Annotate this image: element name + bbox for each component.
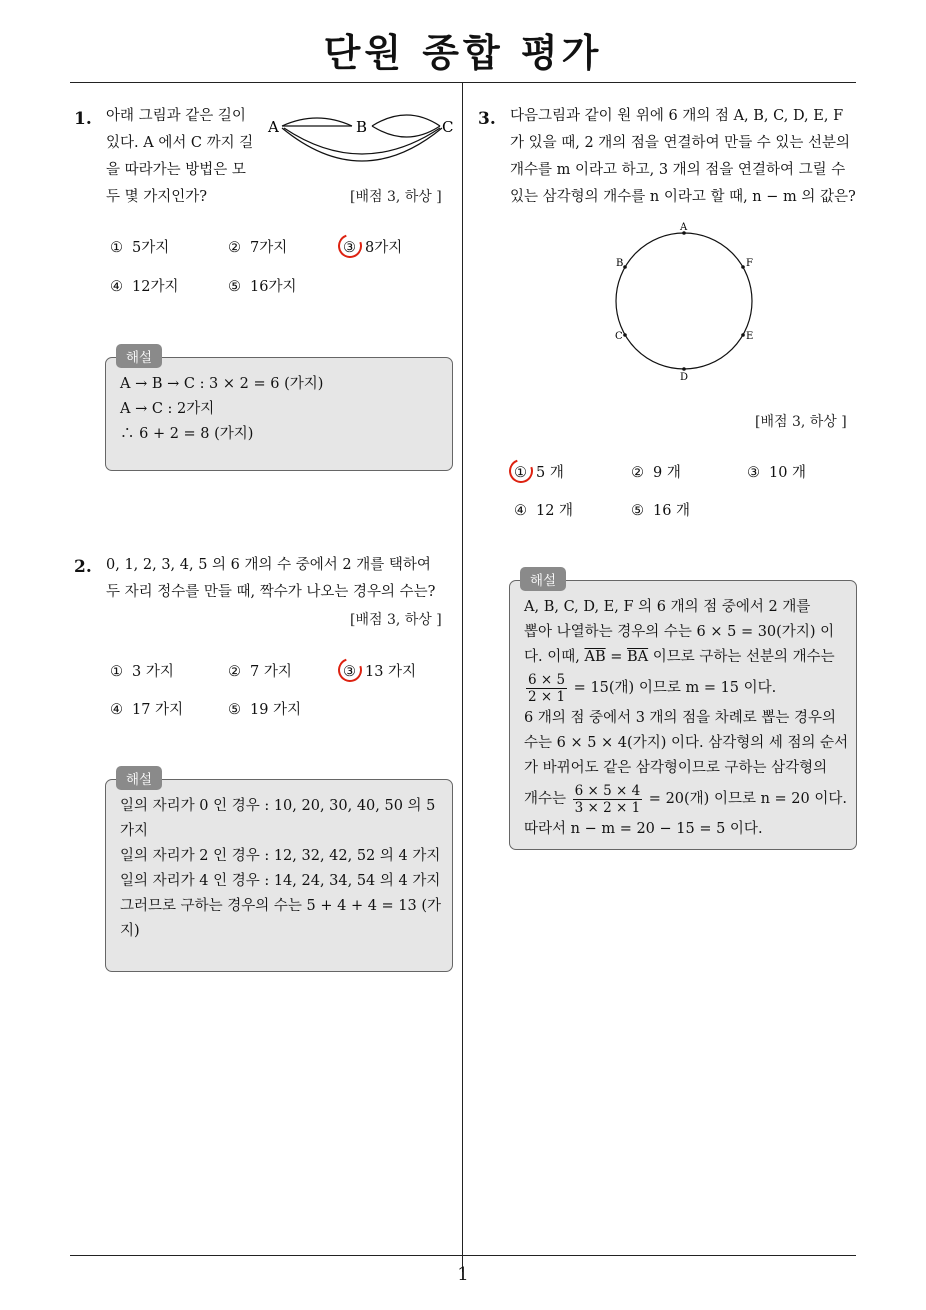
question-1-choice-5[interactable]: ⑤ 16가지: [228, 279, 297, 295]
question-3-line: 다음그림과 같이 원 위에 6 개의 점 A, B, C, D, E, F: [510, 108, 844, 124]
solution-line: $\frac{6 \times 5}{2 \times 1}$ = 15(개) 이므로 m = 15 이다.: [528, 671, 777, 705]
question-3-choice-2[interactable]: ② 9 개: [631, 465, 681, 481]
answer-circle-mark: [334, 230, 366, 262]
solution-line: 가 바뀌어도 같은 삼각형이므로 구하는 삼각형의: [524, 760, 828, 776]
solution-line: 6 개의 점 중에서 3 개의 점을 차례로 뽑는 경우의: [524, 710, 837, 726]
point-e: [741, 333, 745, 337]
solution-line: 개수는 $\frac{6 \times 5 \times 4}{3 \times 2 \times 1}$ = 20(개) 이므로 n = 20 이다.: [524, 782, 847, 816]
question-2-choice-3[interactable]: ③ 13 가지: [343, 664, 417, 680]
question-1-choice-3[interactable]: ③ 8가지: [343, 240, 403, 256]
solution-line: 지): [120, 923, 140, 939]
question-2-line: 0, 1, 2, 3, 4, 5 의 6 개의 수 중에서 2 개를 택하여: [106, 557, 431, 573]
page-number: 1: [457, 1264, 469, 1285]
question-3-line: 있는 삼각형의 개수를 n 이라고 할 때, n − m 의 값은?: [510, 189, 856, 205]
point-label-b: B: [616, 258, 624, 269]
question-2-solution-box: [105, 779, 453, 972]
column-divider: [462, 82, 463, 1272]
question-1-solution-box: [105, 357, 453, 471]
path-b-c-upper: [372, 115, 440, 126]
solution-line: 수는 6 × 5 × 4(가지) 이다. 삼각형의 세 점의 순서: [524, 735, 849, 751]
question-2-number: 2.: [74, 557, 92, 577]
path-b-c-lower: [372, 126, 440, 137]
answer-circle-mark: [505, 455, 537, 487]
point-label-d: D: [680, 372, 689, 383]
solution-line: 다. 이때, $\overline{AB} = \overline{BA}$ 이므로 구하는 선분의 개수는: [524, 649, 835, 665]
question-1-solution-tag: 해설: [116, 344, 162, 368]
figure-label-a: A: [268, 118, 279, 136]
solution-line: 따라서 n − m = 20 − 15 = 5 이다.: [524, 821, 763, 837]
solution-line: 그러므로 구하는 경우의 수는 5 + 4 + 4 = 13 (가: [120, 898, 442, 914]
question-1-choice-2[interactable]: ② 7가지: [228, 240, 288, 256]
question-1-line: 두 몇 가지인가?: [106, 189, 208, 205]
question-3-text: [510, 103, 856, 211]
question-2-choice-4[interactable]: ④ 17 가지: [110, 702, 184, 718]
segment-ba: $\overline{BA}$: [626, 649, 649, 665]
figure-label-c: C: [442, 118, 454, 136]
question-1-text: [106, 103, 253, 211]
question-3-solution-tag: 해설: [520, 567, 566, 591]
point-label-a: A: [680, 222, 688, 233]
question-1-path-figure: [262, 104, 462, 184]
solution-line: A, B, C, D, E, F 의 6 개의 점 중에서 2 개를: [524, 599, 811, 615]
question-1-number: 1.: [74, 109, 92, 129]
segment-ab: $\overline{AB}$: [584, 649, 606, 665]
question-3-meta: [배점 3, 하상 ]: [755, 414, 847, 430]
solution-line: 가지: [120, 823, 149, 839]
page-title: 단원 종합 평가: [323, 31, 603, 75]
question-3-choice-5[interactable]: ⑤ 16 개: [631, 503, 691, 519]
question-3-choice-1[interactable]: ① 5 개: [514, 465, 564, 481]
question-3-number: 3.: [478, 109, 496, 129]
question-1-choice-4[interactable]: ④ 12가지: [110, 279, 179, 295]
question-2-text: [106, 552, 435, 606]
circle: [616, 233, 752, 369]
point-d: [682, 367, 686, 371]
question-3-circle-figure: [600, 218, 770, 388]
fraction: $\frac{6 \times 5 \times 4}{3 \times 2 \times 1}$: [574, 782, 641, 816]
answer-circle-mark: [334, 654, 366, 686]
question-1-choice-1[interactable]: ① 5가지: [110, 240, 170, 256]
fraction: $\frac{6 \times 5}{2 \times 1}$: [528, 671, 566, 705]
question-3-line: 가 있을 때, 2 개의 점을 연결하여 만들 수 있는 선분의: [510, 135, 851, 151]
point-f: [741, 265, 745, 269]
solution-line: 일의 자리가 0 인 경우 : 10, 20, 30, 40, 50 의 5: [120, 798, 436, 814]
question-3-line: 개수를 m 이라고 하고, 3 개의 점을 연결하여 그릴 수: [510, 162, 846, 178]
question-1-line: 아래 그림과 같은 길이: [106, 108, 246, 124]
question-1-line: 있다. A 에서 C 까지 길: [106, 135, 254, 151]
solution-line: A → B → C : 3 × 2 = 6 (가지): [120, 376, 324, 392]
path-a-b-upper: [282, 118, 352, 126]
solution-line: ∴ 6 + 2 = 8 (가지): [120, 426, 254, 442]
question-2-choice-1[interactable]: ① 3 가지: [110, 664, 174, 680]
point-b: [623, 265, 627, 269]
question-3-solution-box: [509, 580, 857, 850]
question-1-meta: [배점 3, 하상 ]: [350, 189, 442, 205]
question-1-line: 을 따라가는 방법은 모: [106, 162, 246, 178]
solution-line: 일의 자리가 2 인 경우 : 12, 32, 42, 52 의 4 가지: [120, 848, 441, 864]
question-2-choice-5[interactable]: ⑤ 19 가지: [228, 702, 302, 718]
solution-line: 일의 자리가 4 인 경우 : 14, 24, 34, 54 의 4 가지: [120, 873, 441, 889]
solution-line: A → C : 2가지: [120, 401, 215, 417]
point-label-c: C: [615, 331, 623, 342]
question-2-meta: [배점 3, 하상 ]: [350, 612, 442, 628]
header-rule: [70, 82, 856, 83]
question-2-solution-tag: 해설: [116, 766, 162, 790]
point-label-e: E: [746, 331, 754, 342]
figure-label-b: B: [356, 118, 368, 136]
point-c: [623, 333, 627, 337]
solution-line: 뽑아 나열하는 경우의 수는 6 × 5 = 30(가지) 이: [524, 624, 835, 640]
point-label-f: F: [746, 258, 753, 269]
question-2-line: 두 자리 정수를 만들 때, 짝수가 나오는 경우의 수는?: [106, 584, 436, 600]
footer-rule: [70, 1255, 856, 1256]
question-2-choice-2[interactable]: ② 7 가지: [228, 664, 292, 680]
question-3-choice-4[interactable]: ④ 12 개: [514, 503, 574, 519]
question-3-choice-3[interactable]: ③ 10 개: [747, 465, 807, 481]
